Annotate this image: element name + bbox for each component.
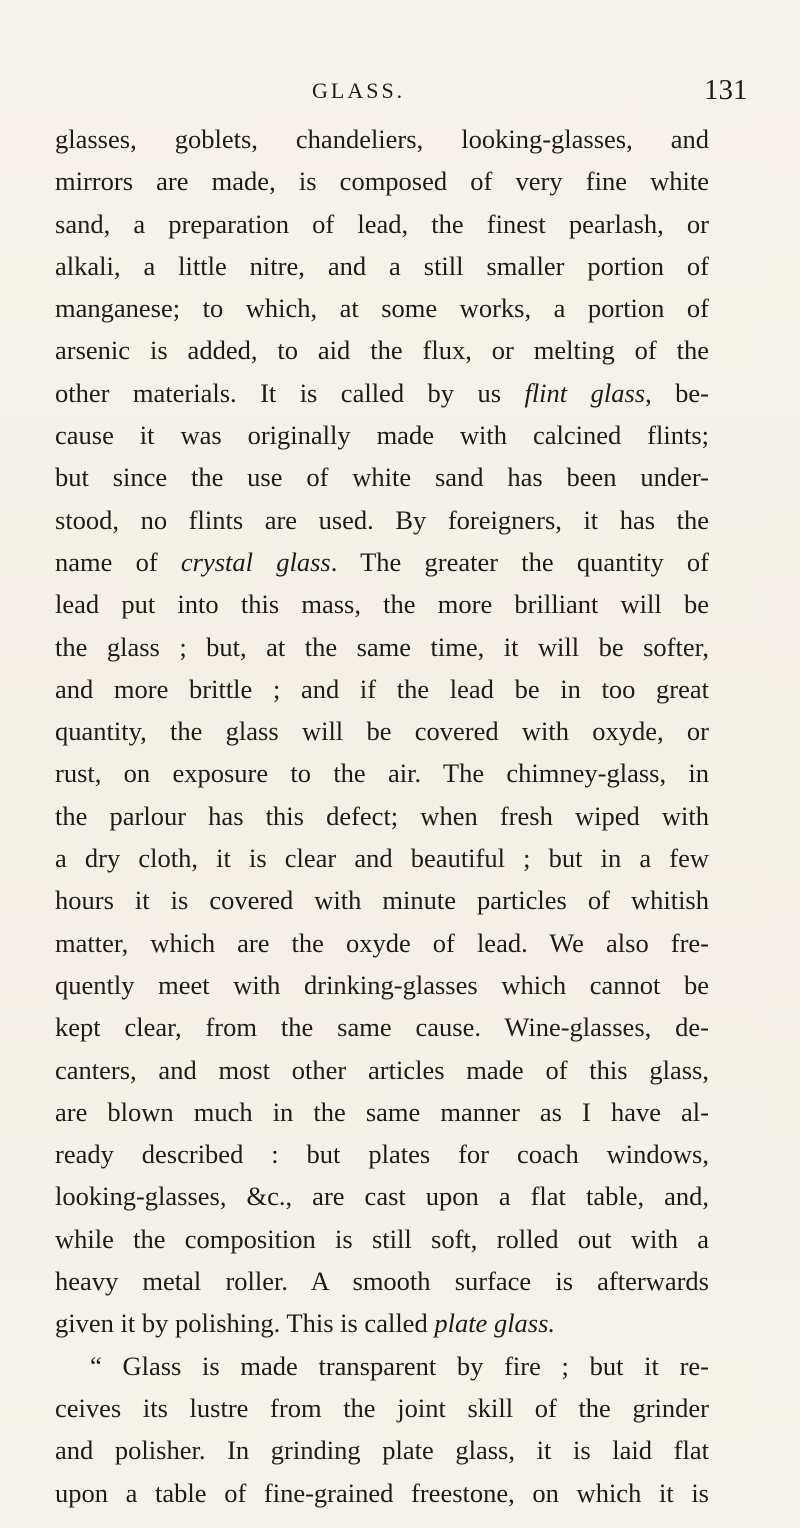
text-line: manganese; to which, at some works, a portion of <box>55 293 709 324</box>
text-line: a dry cloth, it is clear and beautiful ; but in a few <box>55 843 709 874</box>
italic-term: plate glass. <box>434 1308 556 1339</box>
page-number: 131 <box>704 74 748 106</box>
text-line: alkali, a little nitre, and a still smaller portion of <box>55 250 709 281</box>
text-line: upon a table of fine-grained freestone, on which it is <box>55 1477 709 1508</box>
text-line: kept clear, from the same cause. Wine-glasses, de- <box>55 1012 709 1043</box>
text-line: and more brittle ; and if the lead be in too great <box>55 673 709 704</box>
text-line: cause it was originally made with calcined flints; <box>55 420 709 451</box>
running-head-title: GLASS. <box>312 78 406 103</box>
text-line: canters, and most other articles made of this glass, <box>55 1054 709 1085</box>
text-line: glasses, goblets, chandeliers, looking-glasses, and <box>55 124 709 154</box>
italic-term: flint glass <box>524 377 646 408</box>
text-line: “ Glass is made transparent by fire ; but it re- <box>90 1350 709 1381</box>
text-line: given it by polishing. This is called plate glass. <box>55 1308 556 1339</box>
text-line: matter, which are the oxyde of lead. We also fre- <box>55 927 709 958</box>
body-text <box>55 118 709 1514</box>
text-line: the parlour has this defect; when fresh wiped with <box>55 800 709 831</box>
text-line: the glass ; but, at the same time, it will be softer, <box>55 631 709 662</box>
text-line: hours it is covered with minute particles of whitish <box>55 885 709 916</box>
text-line: and polisher. In grinding plate glass, it is laid flat <box>55 1435 709 1466</box>
text-line: ceives its lustre from the joint skill of the grinder <box>55 1392 709 1423</box>
text-line: but since the use of white sand has been under- <box>55 462 709 493</box>
text-line: while the composition is still soft, rolled out with a <box>55 1223 709 1254</box>
text-line: looking-glasses, &c., are cast upon a flat table, and, <box>55 1181 709 1212</box>
text-line: quently meet with drinking-glasses which cannot be <box>55 969 709 1000</box>
italic-term: crystal glass <box>180 546 331 577</box>
text-line: stood, no flints are used. By foreigners, it has the <box>55 504 709 535</box>
text-line: are blown much in the same manner as I have al- <box>55 1096 709 1127</box>
text-line: quantity, the glass will be covered with oxyde, or <box>55 716 709 747</box>
text-line: heavy metal roller. A smooth surface is afterwards <box>55 1266 709 1297</box>
text-line: sand, a preparation of lead, the finest pearlash, or <box>55 208 709 239</box>
text-line: name of crystal glass. The greater the quantity of <box>55 546 709 577</box>
text-line: arsenic is added, to aid the flux, or melting of the <box>55 335 709 366</box>
text-line: lead put into this mass, the more brilliant will be <box>55 589 709 620</box>
text-line: rust, on exposure to the air. The chimney-glass, in <box>55 758 709 789</box>
text-line: mirrors are made, is composed of very fine white <box>55 166 709 197</box>
text-line: ready described : but plates for coach windows, <box>55 1139 709 1170</box>
running-head <box>0 70 800 110</box>
text-line: other materials. It is called by us flint glass, be- <box>55 377 709 408</box>
